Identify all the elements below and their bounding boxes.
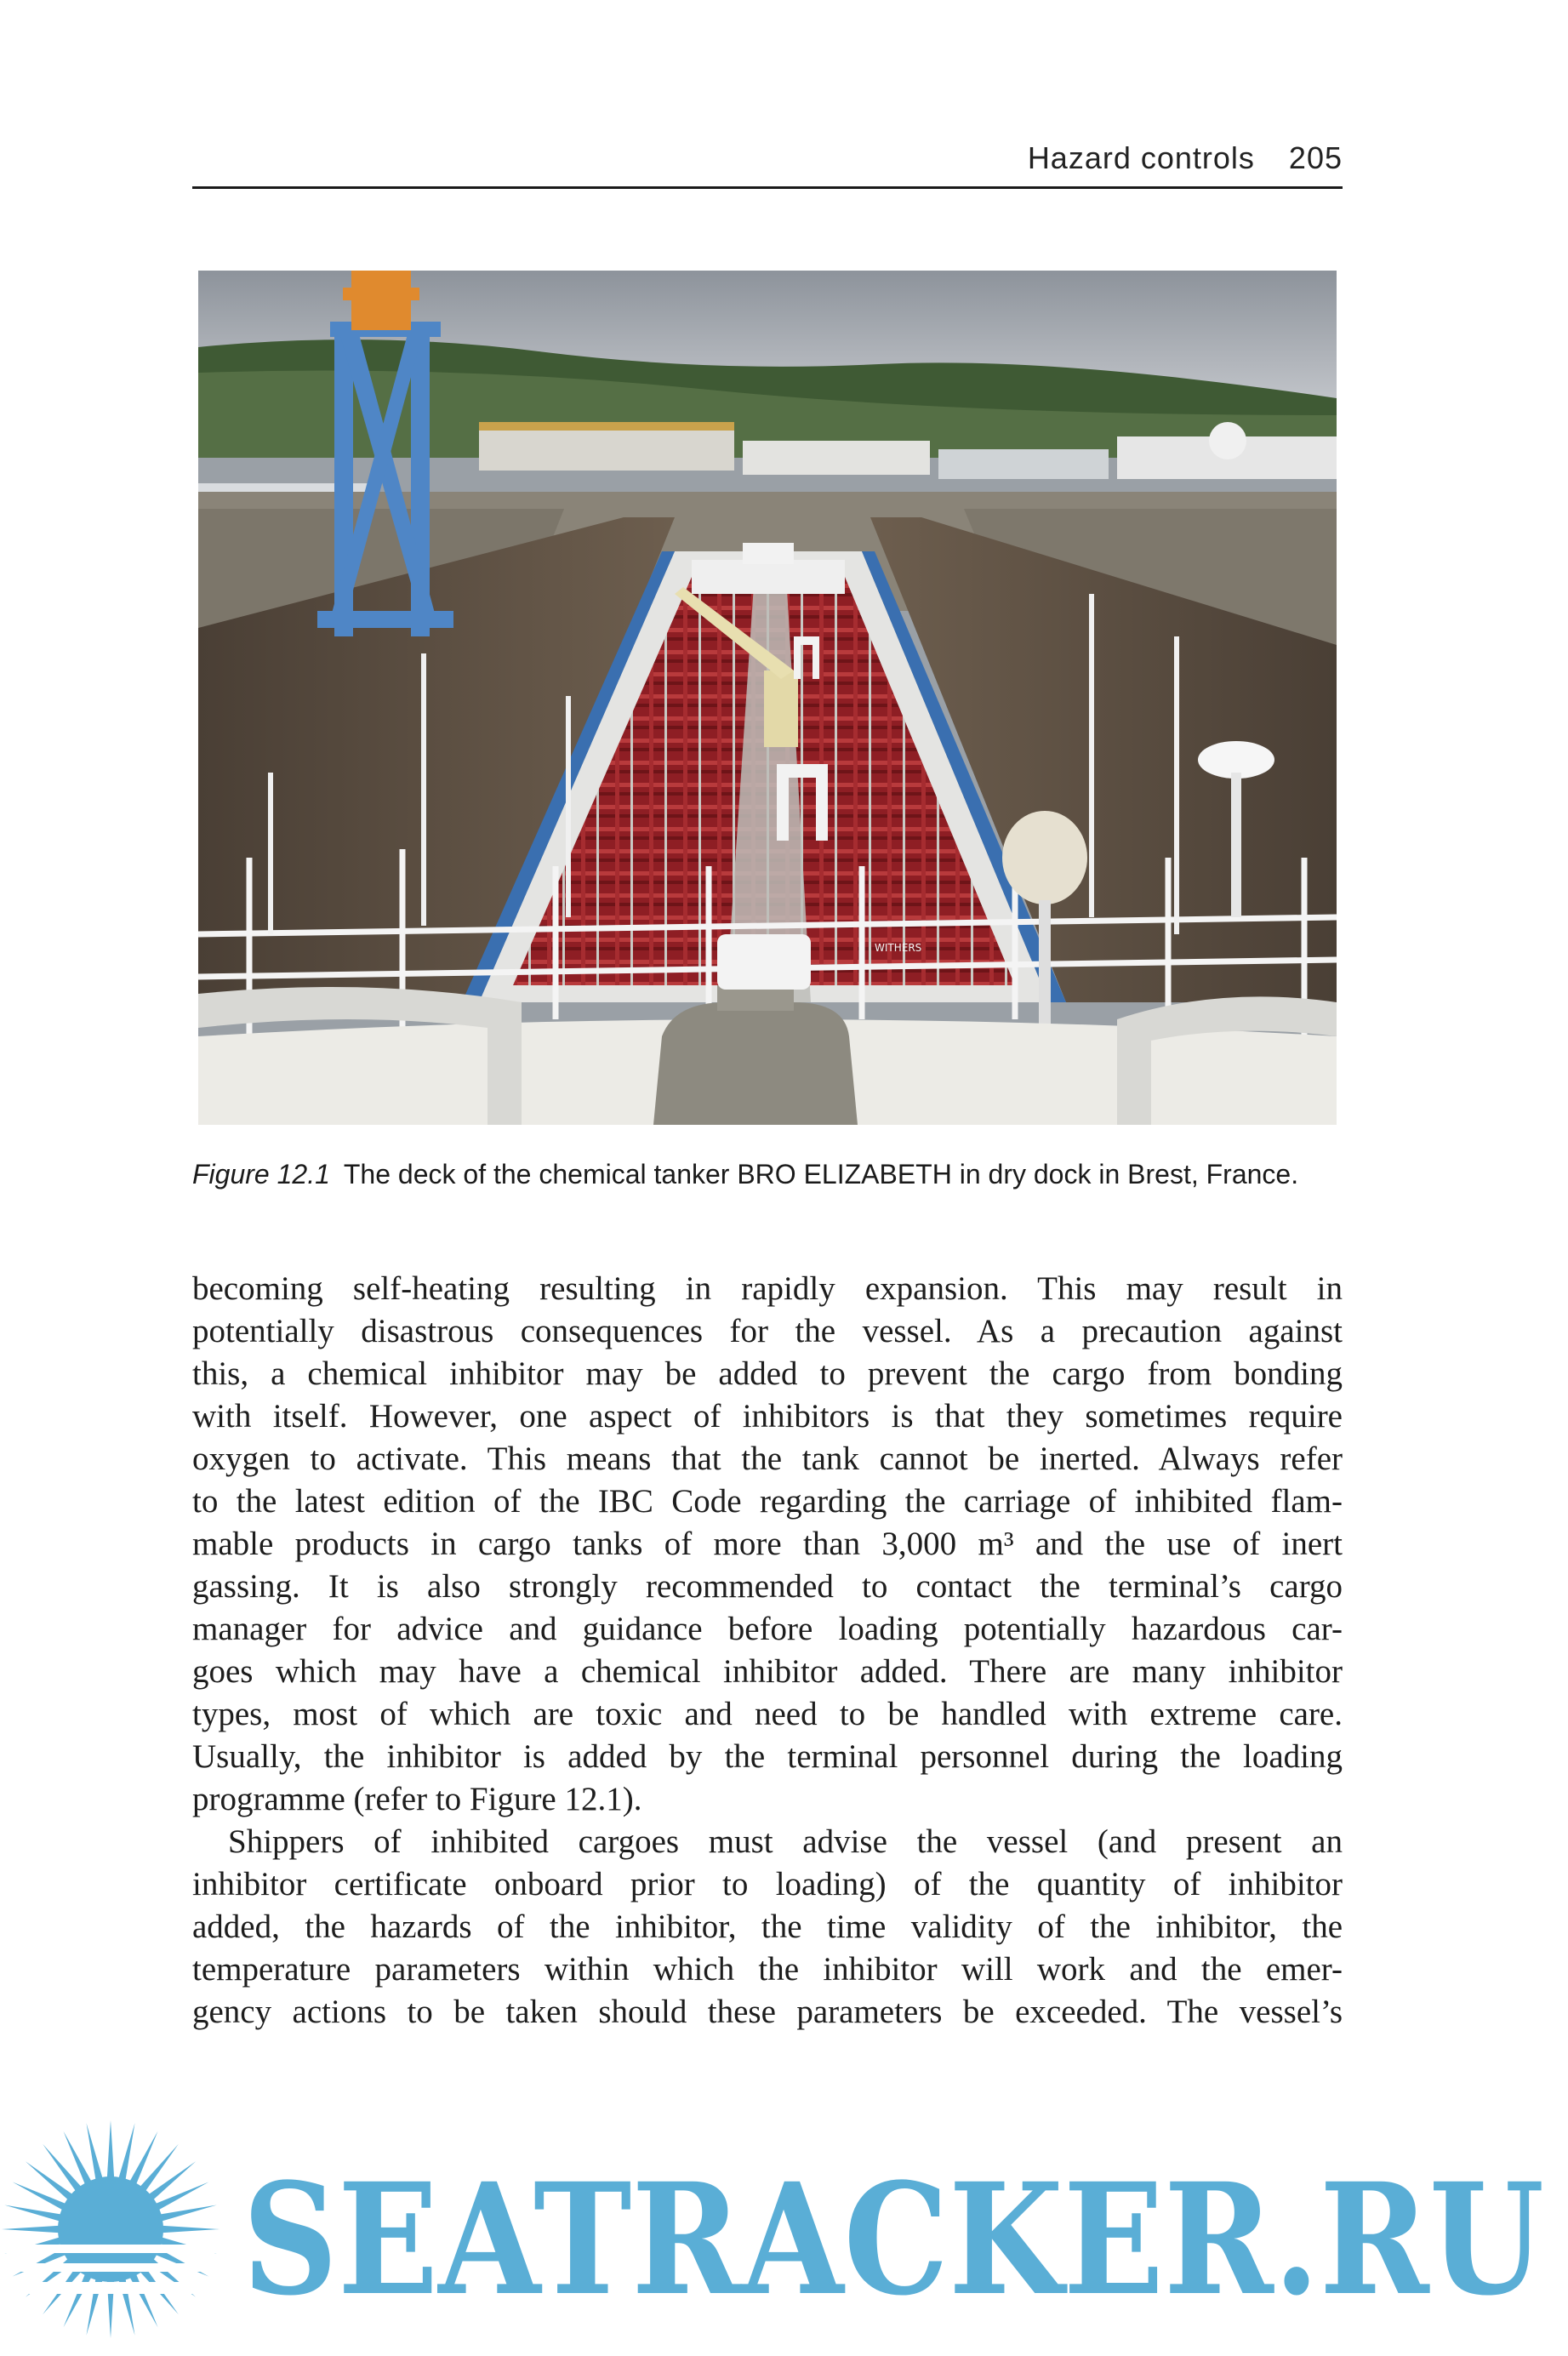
paragraph-2 (192, 1821, 1343, 2034)
sun-burst-icon (0, 2120, 221, 2338)
figure-caption-text: The deck of the chemical tanker BRO ELIZABETH in dry dock in Brest, France. (343, 1159, 1299, 1189)
section-title: Hazard controls (1027, 140, 1255, 175)
hull-marking: WITHERS (875, 942, 922, 954)
text-line: gency actions to be taken should these parameters be exceeded. The vessel’s (192, 1994, 1343, 2030)
page-number: 205 (1288, 140, 1343, 175)
figure-label: Figure 12.1 (192, 1159, 330, 1189)
text-line: inhibitor certificate onboard prior to loading) of the quantity of inhibitor (192, 1866, 1343, 1902)
tanker-drydock-illustration (198, 271, 1337, 1125)
text-line: gassing. It is also strongly recommended to contact the terminal’s cargo (192, 1568, 1343, 1605)
text-line: temperature parameters within which the inhibitor will work and the emer- (192, 1951, 1343, 1988)
figure-caption (192, 1159, 1349, 1190)
text-line: oxygen to activate. This means that the tank cannot be inerted. Always refer (192, 1440, 1343, 1477)
sun-ray (140, 2144, 179, 2192)
text-line: potentially disastrous consequences for the vessel. As a precaution against (192, 1313, 1343, 1349)
sun-ray (118, 2123, 134, 2180)
text-line: Shippers of inhibited cargoes must advise the vessel (and present an (228, 1823, 1343, 1860)
running-header (192, 136, 1343, 189)
text-line: goes which may have a chemical inhibitor added. There are many inhibitor (192, 1653, 1343, 1690)
sun-ray (162, 2226, 220, 2233)
body-text (192, 1268, 1343, 2034)
sun-ray (2, 2226, 60, 2233)
text-line: added, the hazards of the inhibitor, the time validity of the inhibitor, the (192, 1908, 1343, 1945)
sun-ray (159, 2205, 216, 2222)
sun-ray (4, 2205, 61, 2222)
text-line: Usually, the inhibitor is added by the terminal personnel during the loading (192, 1738, 1343, 1775)
text-line: types, most of which are toxic and need to be handled with extreme care. (192, 1696, 1343, 1732)
text-line: programme (refer to Figure 12.1). (192, 1781, 642, 1817)
sun-ray (26, 2161, 73, 2200)
text-line: mable products in cargo tanks of more than 3,000 m³ and the use of inert (192, 1526, 1343, 1562)
sun-ray (148, 2161, 196, 2200)
text-line: this, a chemical inhibitor may be added to prevent the cargo from bonding (192, 1355, 1343, 1392)
text-line: manager for advice and guidance before loading potentially hazardous car- (192, 1611, 1343, 1647)
watermark-text: SEATRACKER.RU (242, 2150, 1544, 2330)
paragraph-1 (192, 1268, 1343, 1821)
text-line: with itself. However, one aspect of inhibitors is that they sometimes require (192, 1398, 1343, 1435)
text-line: to the latest edition of the IBC Code regarding the carriage of inhibited flam- (192, 1483, 1343, 1520)
text-line: becoming self-heating resulting in rapidly expansion. This may result in (192, 1270, 1343, 1307)
watermark (0, 2119, 1568, 2352)
figure-photo (198, 271, 1337, 1125)
sun-ray (43, 2144, 82, 2192)
sun-ray (87, 2123, 103, 2180)
sun-ray (107, 2120, 114, 2178)
